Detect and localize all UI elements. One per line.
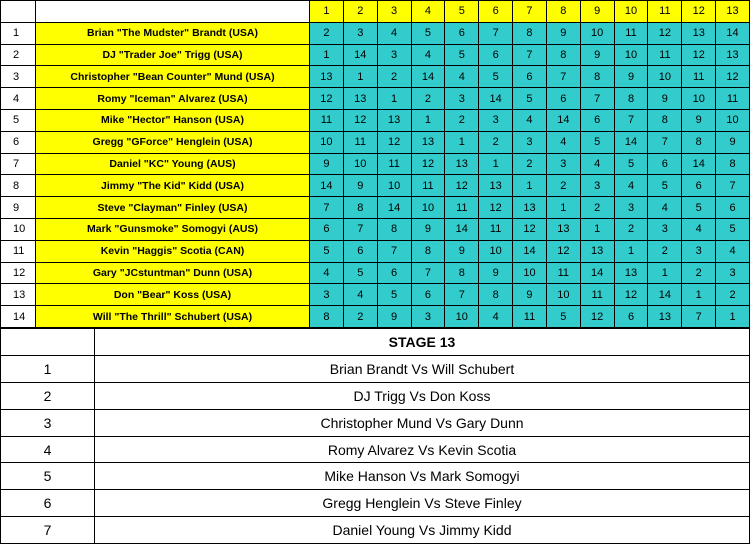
opponent-cell: 5 [310, 240, 344, 262]
player-name: Gary "JCstuntman" Dunn (USA) [36, 262, 310, 284]
player-row [1, 131, 750, 153]
schedule-body [1, 1, 750, 328]
opponent-cell: 12 [445, 175, 479, 197]
opponent-cell: 9 [648, 88, 682, 110]
opponent-cell: 9 [580, 44, 614, 66]
opponent-cell: 2 [682, 262, 716, 284]
opponent-cell: 13 [377, 109, 411, 131]
player-rank: 4 [1, 88, 36, 110]
match-row [1, 490, 750, 517]
opponent-cell: 12 [614, 284, 648, 306]
opponent-cell: 10 [377, 175, 411, 197]
opponent-cell: 9 [513, 284, 547, 306]
opponent-cell: 11 [682, 66, 716, 88]
opponent-cell: 11 [546, 262, 580, 284]
round-header-cell: 2 [343, 1, 377, 23]
opponent-cell: 10 [546, 284, 580, 306]
opponent-cell: 5 [580, 131, 614, 153]
player-rank: 5 [1, 109, 36, 131]
opponent-cell: 14 [310, 175, 344, 197]
player-row [1, 44, 750, 66]
player-row [1, 218, 750, 240]
opponent-cell: 9 [614, 66, 648, 88]
opponent-cell: 9 [411, 218, 445, 240]
opponent-cell: 12 [513, 218, 547, 240]
opponent-cell: 5 [513, 88, 547, 110]
player-rank: 2 [1, 44, 36, 66]
opponent-cell: 1 [716, 306, 750, 328]
round-header-cell: 12 [682, 1, 716, 23]
opponent-cell: 10 [513, 262, 547, 284]
match-number: 7 [1, 517, 95, 544]
opponent-cell: 11 [310, 109, 344, 131]
opponent-cell: 12 [546, 240, 580, 262]
opponent-cell: 3 [682, 240, 716, 262]
opponent-cell: 7 [343, 218, 377, 240]
player-name: Don "Bear" Koss (USA) [36, 284, 310, 306]
opponent-cell: 5 [546, 306, 580, 328]
opponent-cell: 7 [445, 284, 479, 306]
opponent-cell: 6 [377, 262, 411, 284]
opponent-cell: 1 [479, 153, 513, 175]
player-rank: 11 [1, 240, 36, 262]
opponent-cell: 2 [411, 88, 445, 110]
opponent-cell: 2 [479, 131, 513, 153]
opponent-cell: 12 [377, 131, 411, 153]
player-name: Will "The Thrill" Schubert (USA) [36, 306, 310, 328]
player-rank: 1 [1, 22, 36, 44]
player-row [1, 175, 750, 197]
player-rank: 10 [1, 218, 36, 240]
opponent-cell: 14 [513, 240, 547, 262]
opponent-cell: 13 [614, 262, 648, 284]
opponent-cell: 7 [546, 66, 580, 88]
player-row [1, 66, 750, 88]
opponent-cell: 9 [682, 109, 716, 131]
opponent-cell: 8 [546, 44, 580, 66]
opponent-cell: 10 [682, 88, 716, 110]
opponent-cell: 13 [479, 175, 513, 197]
opponent-cell: 14 [682, 153, 716, 175]
stage-title-blank [1, 329, 95, 356]
opponent-cell: 6 [411, 284, 445, 306]
opponent-cell: 3 [479, 109, 513, 131]
opponent-cell: 4 [445, 66, 479, 88]
match-pairing: Christopher Mund Vs Gary Dunn [95, 409, 750, 436]
opponent-cell: 1 [377, 88, 411, 110]
opponent-cell: 6 [716, 197, 750, 219]
opponent-cell: 8 [682, 131, 716, 153]
opponent-cell: 7 [377, 240, 411, 262]
opponent-cell: 9 [716, 131, 750, 153]
opponent-cell: 11 [411, 175, 445, 197]
opponent-cell: 8 [343, 197, 377, 219]
opponent-cell: 6 [343, 240, 377, 262]
round-header-cell: 11 [648, 1, 682, 23]
opponent-cell: 10 [716, 109, 750, 131]
player-rank: 9 [1, 197, 36, 219]
opponent-cell: 7 [716, 175, 750, 197]
opponent-cell: 7 [479, 22, 513, 44]
match-row [1, 409, 750, 436]
opponent-cell: 14 [716, 22, 750, 44]
match-row [1, 463, 750, 490]
match-pairing: Brian Brandt Vs Will Schubert [95, 355, 750, 382]
opponent-cell: 10 [411, 197, 445, 219]
opponent-cell: 10 [614, 44, 648, 66]
opponent-cell: 13 [411, 131, 445, 153]
opponent-cell: 2 [513, 153, 547, 175]
player-name: Mike "Hector" Hanson (USA) [36, 109, 310, 131]
player-row [1, 109, 750, 131]
opponent-cell: 3 [343, 22, 377, 44]
opponent-cell: 7 [614, 109, 648, 131]
opponent-cell: 3 [513, 131, 547, 153]
opponent-cell: 13 [580, 240, 614, 262]
opponent-cell: 12 [716, 66, 750, 88]
opponent-cell: 4 [310, 262, 344, 284]
player-row [1, 197, 750, 219]
opponent-cell: 8 [513, 22, 547, 44]
opponent-cell: 5 [716, 218, 750, 240]
player-rank: 3 [1, 66, 36, 88]
header-blank-rank [1, 1, 36, 23]
opponent-cell: 4 [479, 306, 513, 328]
opponent-cell: 12 [682, 44, 716, 66]
opponent-cell: 7 [310, 197, 344, 219]
match-number: 1 [1, 355, 95, 382]
opponent-cell: 2 [310, 22, 344, 44]
opponent-cell: 12 [411, 153, 445, 175]
stage-title-row [1, 329, 750, 356]
player-row [1, 240, 750, 262]
player-rank: 8 [1, 175, 36, 197]
match-number: 2 [1, 382, 95, 409]
opponent-cell: 1 [310, 44, 344, 66]
opponent-cell: 11 [614, 22, 648, 44]
player-row [1, 262, 750, 284]
opponent-cell: 8 [614, 88, 648, 110]
opponent-cell: 5 [343, 262, 377, 284]
opponent-cell: 6 [479, 44, 513, 66]
header-blank-name [36, 1, 310, 23]
opponent-cell: 13 [343, 88, 377, 110]
player-name: Jimmy "The Kid" Kidd (USA) [36, 175, 310, 197]
round-header-cell: 6 [479, 1, 513, 23]
round-header-cell: 10 [614, 1, 648, 23]
opponent-cell: 3 [546, 153, 580, 175]
opponent-cell: 4 [682, 218, 716, 240]
opponent-cell: 9 [310, 153, 344, 175]
round-header-row [1, 1, 750, 23]
opponent-cell: 2 [580, 197, 614, 219]
opponent-cell: 12 [479, 197, 513, 219]
opponent-cell: 4 [546, 131, 580, 153]
opponent-cell: 9 [377, 306, 411, 328]
opponent-cell: 3 [580, 175, 614, 197]
match-row [1, 382, 750, 409]
opponent-cell: 7 [580, 88, 614, 110]
opponent-cell: 14 [343, 44, 377, 66]
match-row [1, 517, 750, 544]
opponent-cell: 13 [682, 22, 716, 44]
opponent-cell: 13 [716, 44, 750, 66]
opponent-cell: 12 [648, 22, 682, 44]
opponent-cell: 8 [648, 109, 682, 131]
match-number: 6 [1, 490, 95, 517]
player-rank: 7 [1, 153, 36, 175]
opponent-cell: 5 [377, 284, 411, 306]
opponent-cell: 8 [445, 262, 479, 284]
opponent-cell: 3 [614, 197, 648, 219]
opponent-cell: 2 [377, 66, 411, 88]
opponent-cell: 3 [377, 44, 411, 66]
opponent-cell: 2 [716, 284, 750, 306]
opponent-cell: 10 [310, 131, 344, 153]
opponent-cell: 14 [377, 197, 411, 219]
round-header-cell: 13 [716, 1, 750, 23]
opponent-cell: 4 [648, 197, 682, 219]
opponent-cell: 13 [648, 306, 682, 328]
opponent-cell: 11 [479, 218, 513, 240]
opponent-cell: 2 [343, 306, 377, 328]
round-header-cell: 1 [310, 1, 344, 23]
opponent-cell: 8 [479, 284, 513, 306]
player-name: Mark "Gunsmoke" Somogyi (AUS) [36, 218, 310, 240]
opponent-cell: 11 [513, 306, 547, 328]
match-pairing: Romy Alvarez Vs Kevin Scotia [95, 436, 750, 463]
opponent-cell: 5 [411, 22, 445, 44]
round-header-cell: 9 [580, 1, 614, 23]
opponent-cell: 13 [513, 197, 547, 219]
player-name: Christopher "Bean Counter" Mund (USA) [36, 66, 310, 88]
opponent-cell: 12 [310, 88, 344, 110]
player-row [1, 22, 750, 44]
round-header-cell: 7 [513, 1, 547, 23]
opponent-cell: 1 [411, 109, 445, 131]
opponent-cell: 4 [411, 44, 445, 66]
opponent-cell: 11 [648, 44, 682, 66]
opponent-cell: 7 [682, 306, 716, 328]
opponent-cell: 10 [343, 153, 377, 175]
match-number: 5 [1, 463, 95, 490]
opponent-cell: 13 [445, 153, 479, 175]
opponent-cell: 8 [716, 153, 750, 175]
opponent-cell: 6 [682, 175, 716, 197]
player-name: Romy "Iceman" Alvarez (USA) [36, 88, 310, 110]
opponent-cell: 9 [445, 240, 479, 262]
match-pairing: Daniel Young Vs Jimmy Kidd [95, 517, 750, 544]
opponent-cell: 2 [648, 240, 682, 262]
match-pairing: Mike Hanson Vs Mark Somogyi [95, 463, 750, 490]
opponent-cell: 4 [614, 175, 648, 197]
player-name: Brian "The Mudster" Brandt (USA) [36, 22, 310, 44]
player-rank: 6 [1, 131, 36, 153]
opponent-cell: 3 [716, 262, 750, 284]
opponent-cell: 3 [411, 306, 445, 328]
opponent-cell: 11 [343, 131, 377, 153]
opponent-cell: 6 [546, 88, 580, 110]
opponent-cell: 11 [580, 284, 614, 306]
opponent-cell: 9 [546, 22, 580, 44]
player-rank: 14 [1, 306, 36, 328]
opponent-cell: 10 [580, 22, 614, 44]
opponent-cell: 12 [343, 109, 377, 131]
opponent-cell: 5 [614, 153, 648, 175]
opponent-cell: 12 [580, 306, 614, 328]
opponent-cell: 9 [479, 262, 513, 284]
opponent-cell: 1 [682, 284, 716, 306]
opponent-cell: 1 [546, 197, 580, 219]
opponent-cell: 11 [716, 88, 750, 110]
match-row [1, 436, 750, 463]
opponent-cell: 4 [716, 240, 750, 262]
opponent-cell: 1 [513, 175, 547, 197]
player-row [1, 88, 750, 110]
opponent-cell: 6 [614, 306, 648, 328]
player-rank: 13 [1, 284, 36, 306]
match-number: 4 [1, 436, 95, 463]
opponent-cell: 4 [377, 22, 411, 44]
opponent-cell: 10 [445, 306, 479, 328]
opponent-cell: 4 [580, 153, 614, 175]
opponent-cell: 3 [648, 218, 682, 240]
match-pairing: Gregg Henglein Vs Steve Finley [95, 490, 750, 517]
opponent-cell: 14 [648, 284, 682, 306]
opponent-cell: 9 [343, 175, 377, 197]
opponent-cell: 4 [513, 109, 547, 131]
stage-body [1, 329, 750, 544]
player-rank: 12 [1, 262, 36, 284]
opponent-cell: 6 [648, 153, 682, 175]
opponent-cell: 8 [377, 218, 411, 240]
player-name: Gregg "GForce" Henglein (USA) [36, 131, 310, 153]
opponent-cell: 2 [614, 218, 648, 240]
opponent-cell: 1 [445, 131, 479, 153]
opponent-cell: 11 [377, 153, 411, 175]
opponent-cell: 13 [310, 66, 344, 88]
player-name: Kevin "Haggis" Scotia (CAN) [36, 240, 310, 262]
opponent-cell: 14 [614, 131, 648, 153]
player-name: Steve "Clayman" Finley (USA) [36, 197, 310, 219]
player-row [1, 284, 750, 306]
opponent-cell: 2 [546, 175, 580, 197]
round-header-cell: 5 [445, 1, 479, 23]
opponent-cell: 5 [445, 44, 479, 66]
opponent-cell: 6 [310, 218, 344, 240]
opponent-cell: 7 [648, 131, 682, 153]
player-name: DJ "Trader Joe" Trigg (USA) [36, 44, 310, 66]
opponent-cell: 8 [310, 306, 344, 328]
opponent-cell: 14 [580, 262, 614, 284]
opponent-cell: 5 [479, 66, 513, 88]
match-row [1, 355, 750, 382]
match-number: 3 [1, 409, 95, 436]
opponent-cell: 4 [343, 284, 377, 306]
player-row [1, 306, 750, 328]
player-name: Daniel "KC" Young (AUS) [36, 153, 310, 175]
opponent-cell: 5 [648, 175, 682, 197]
opponent-cell: 7 [513, 44, 547, 66]
stage-table [0, 328, 750, 544]
opponent-cell: 14 [479, 88, 513, 110]
opponent-cell: 5 [682, 197, 716, 219]
player-row [1, 153, 750, 175]
opponent-cell: 13 [546, 218, 580, 240]
opponent-cell: 14 [445, 218, 479, 240]
round-header-cell: 8 [546, 1, 580, 23]
opponent-cell: 6 [513, 66, 547, 88]
opponent-cell: 6 [580, 109, 614, 131]
opponent-cell: 14 [411, 66, 445, 88]
opponent-cell: 2 [445, 109, 479, 131]
opponent-cell: 8 [580, 66, 614, 88]
opponent-cell: 10 [648, 66, 682, 88]
opponent-cell: 1 [580, 218, 614, 240]
opponent-cell: 1 [614, 240, 648, 262]
opponent-cell: 3 [310, 284, 344, 306]
opponent-cell: 10 [479, 240, 513, 262]
opponent-cell: 7 [411, 262, 445, 284]
opponent-cell: 14 [546, 109, 580, 131]
opponent-cell: 8 [411, 240, 445, 262]
opponent-cell: 1 [648, 262, 682, 284]
opponent-cell: 6 [445, 22, 479, 44]
opponent-cell: 11 [445, 197, 479, 219]
stage-title: STAGE 13 [95, 329, 750, 356]
opponent-cell: 1 [343, 66, 377, 88]
match-pairing: DJ Trigg Vs Don Koss [95, 382, 750, 409]
round-header-cell: 4 [411, 1, 445, 23]
round-header-cell: 3 [377, 1, 411, 23]
opponent-cell: 3 [445, 88, 479, 110]
